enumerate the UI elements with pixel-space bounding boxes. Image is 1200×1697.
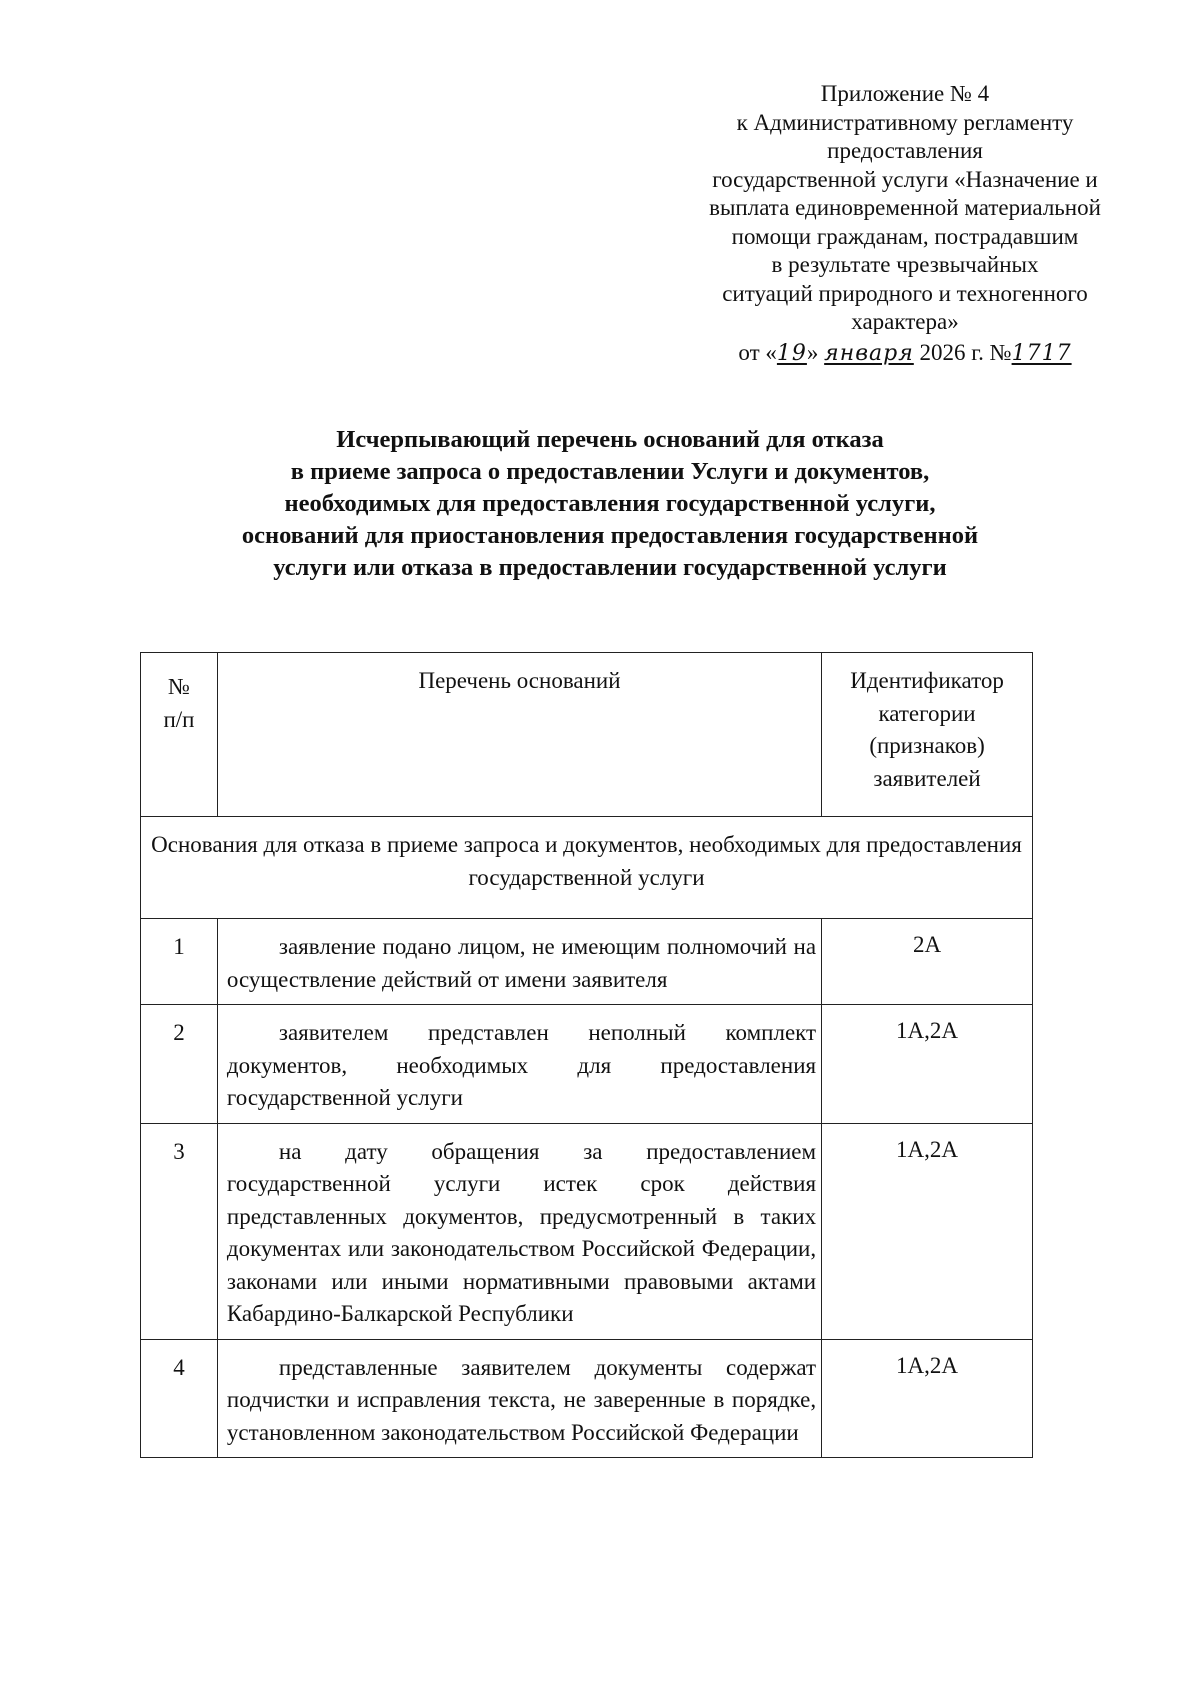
appendix-line: государственной услуги «Назначение и [712,166,1098,192]
row-text-cell [217,919,821,1005]
section-title: Основания для отказа в приеме запроса и документов, необходимых для предоставления государственной услуги [141,817,1033,919]
title-line: оснований для приостановления предоставления государственной [241,522,979,549]
date-month-handwritten: января [824,340,914,366]
title-line: необходимых для предоставления государственной услуги, [284,490,936,517]
appendix-line: выплата единовременной материальной [709,195,1101,220]
table-row [141,919,1033,1005]
appendix-line: ситуаций природного и техногенного [722,280,1088,306]
header-category-id: Идентификатор категории (признаков) заявителей [822,653,1033,817]
title-line: Исчерпывающий перечень оснований для отказа [336,426,884,453]
grounds-table [140,652,1033,1458]
appendix-line: Приложение № 4 [820,81,990,106]
appendix-line: предоставления [827,138,983,163]
row-text: на дату обращения за предоставлением государственной услуги истек срок действия представленных документов, предусмотренный в таких документах или законодательством Российской Федерации, законами или иными нормативными правовыми актами Кабардино-Балкарской Республики [226,1138,817,1326]
title-line: в приеме запроса о предоставлении Услуги и документов, [290,458,930,485]
table-header-row [141,653,1033,817]
header-number-symbol: № [167,674,190,699]
row-text: представленные заявителем документы содержат подчистки и исправления текста, не заверенные в порядке, установленном законодательством Российской Федерации [226,1354,817,1445]
table-row [141,1123,1033,1339]
row-number: 4 [141,1339,218,1458]
date-middle: » [806,339,819,365]
row-text-cell [217,1123,821,1339]
row-category: 1А,2А [822,1339,1033,1458]
appendix-block [690,80,1120,368]
document-title [140,424,1080,584]
header-grounds-list: Перечень оснований [217,653,821,817]
date-day-handwritten: 19 [776,340,807,366]
header-number [141,653,218,817]
row-text-cell [217,1005,821,1124]
row-text-cell [217,1339,821,1458]
date-year: 2026 г. № [919,339,1012,365]
row-number: 1 [141,919,218,1005]
appendix-line: характера» [851,309,959,334]
row-category: 2А [822,919,1033,1005]
row-text: заявление подано лицом, не имеющим полномочий на осуществление действий от имени заявителя [226,934,817,992]
section-row [141,817,1033,919]
appendix-date-line [690,339,1120,369]
row-number: 3 [141,1123,218,1339]
title-line: услуги или отказа в предоставлении государственной услуги [273,554,947,581]
table-row [141,1005,1033,1124]
date-number-handwritten: 1717 [1011,340,1072,366]
appendix-line: помощи гражданам, пострадавшим [731,223,1079,249]
date-prefix: от « [738,339,777,365]
appendix-line: к Административному регламенту [736,109,1074,135]
row-number: 2 [141,1005,218,1124]
row-category: 1А,2А [822,1123,1033,1339]
row-text: заявителем представлен неполный комплект документов, необходимых для предоставления государственной услуги [226,1020,817,1110]
table-row [141,1339,1033,1458]
row-category: 1А,2А [822,1005,1033,1124]
appendix-line: в результате чрезвычайных [771,252,1039,277]
header-number-pp: п/п [163,706,195,732]
